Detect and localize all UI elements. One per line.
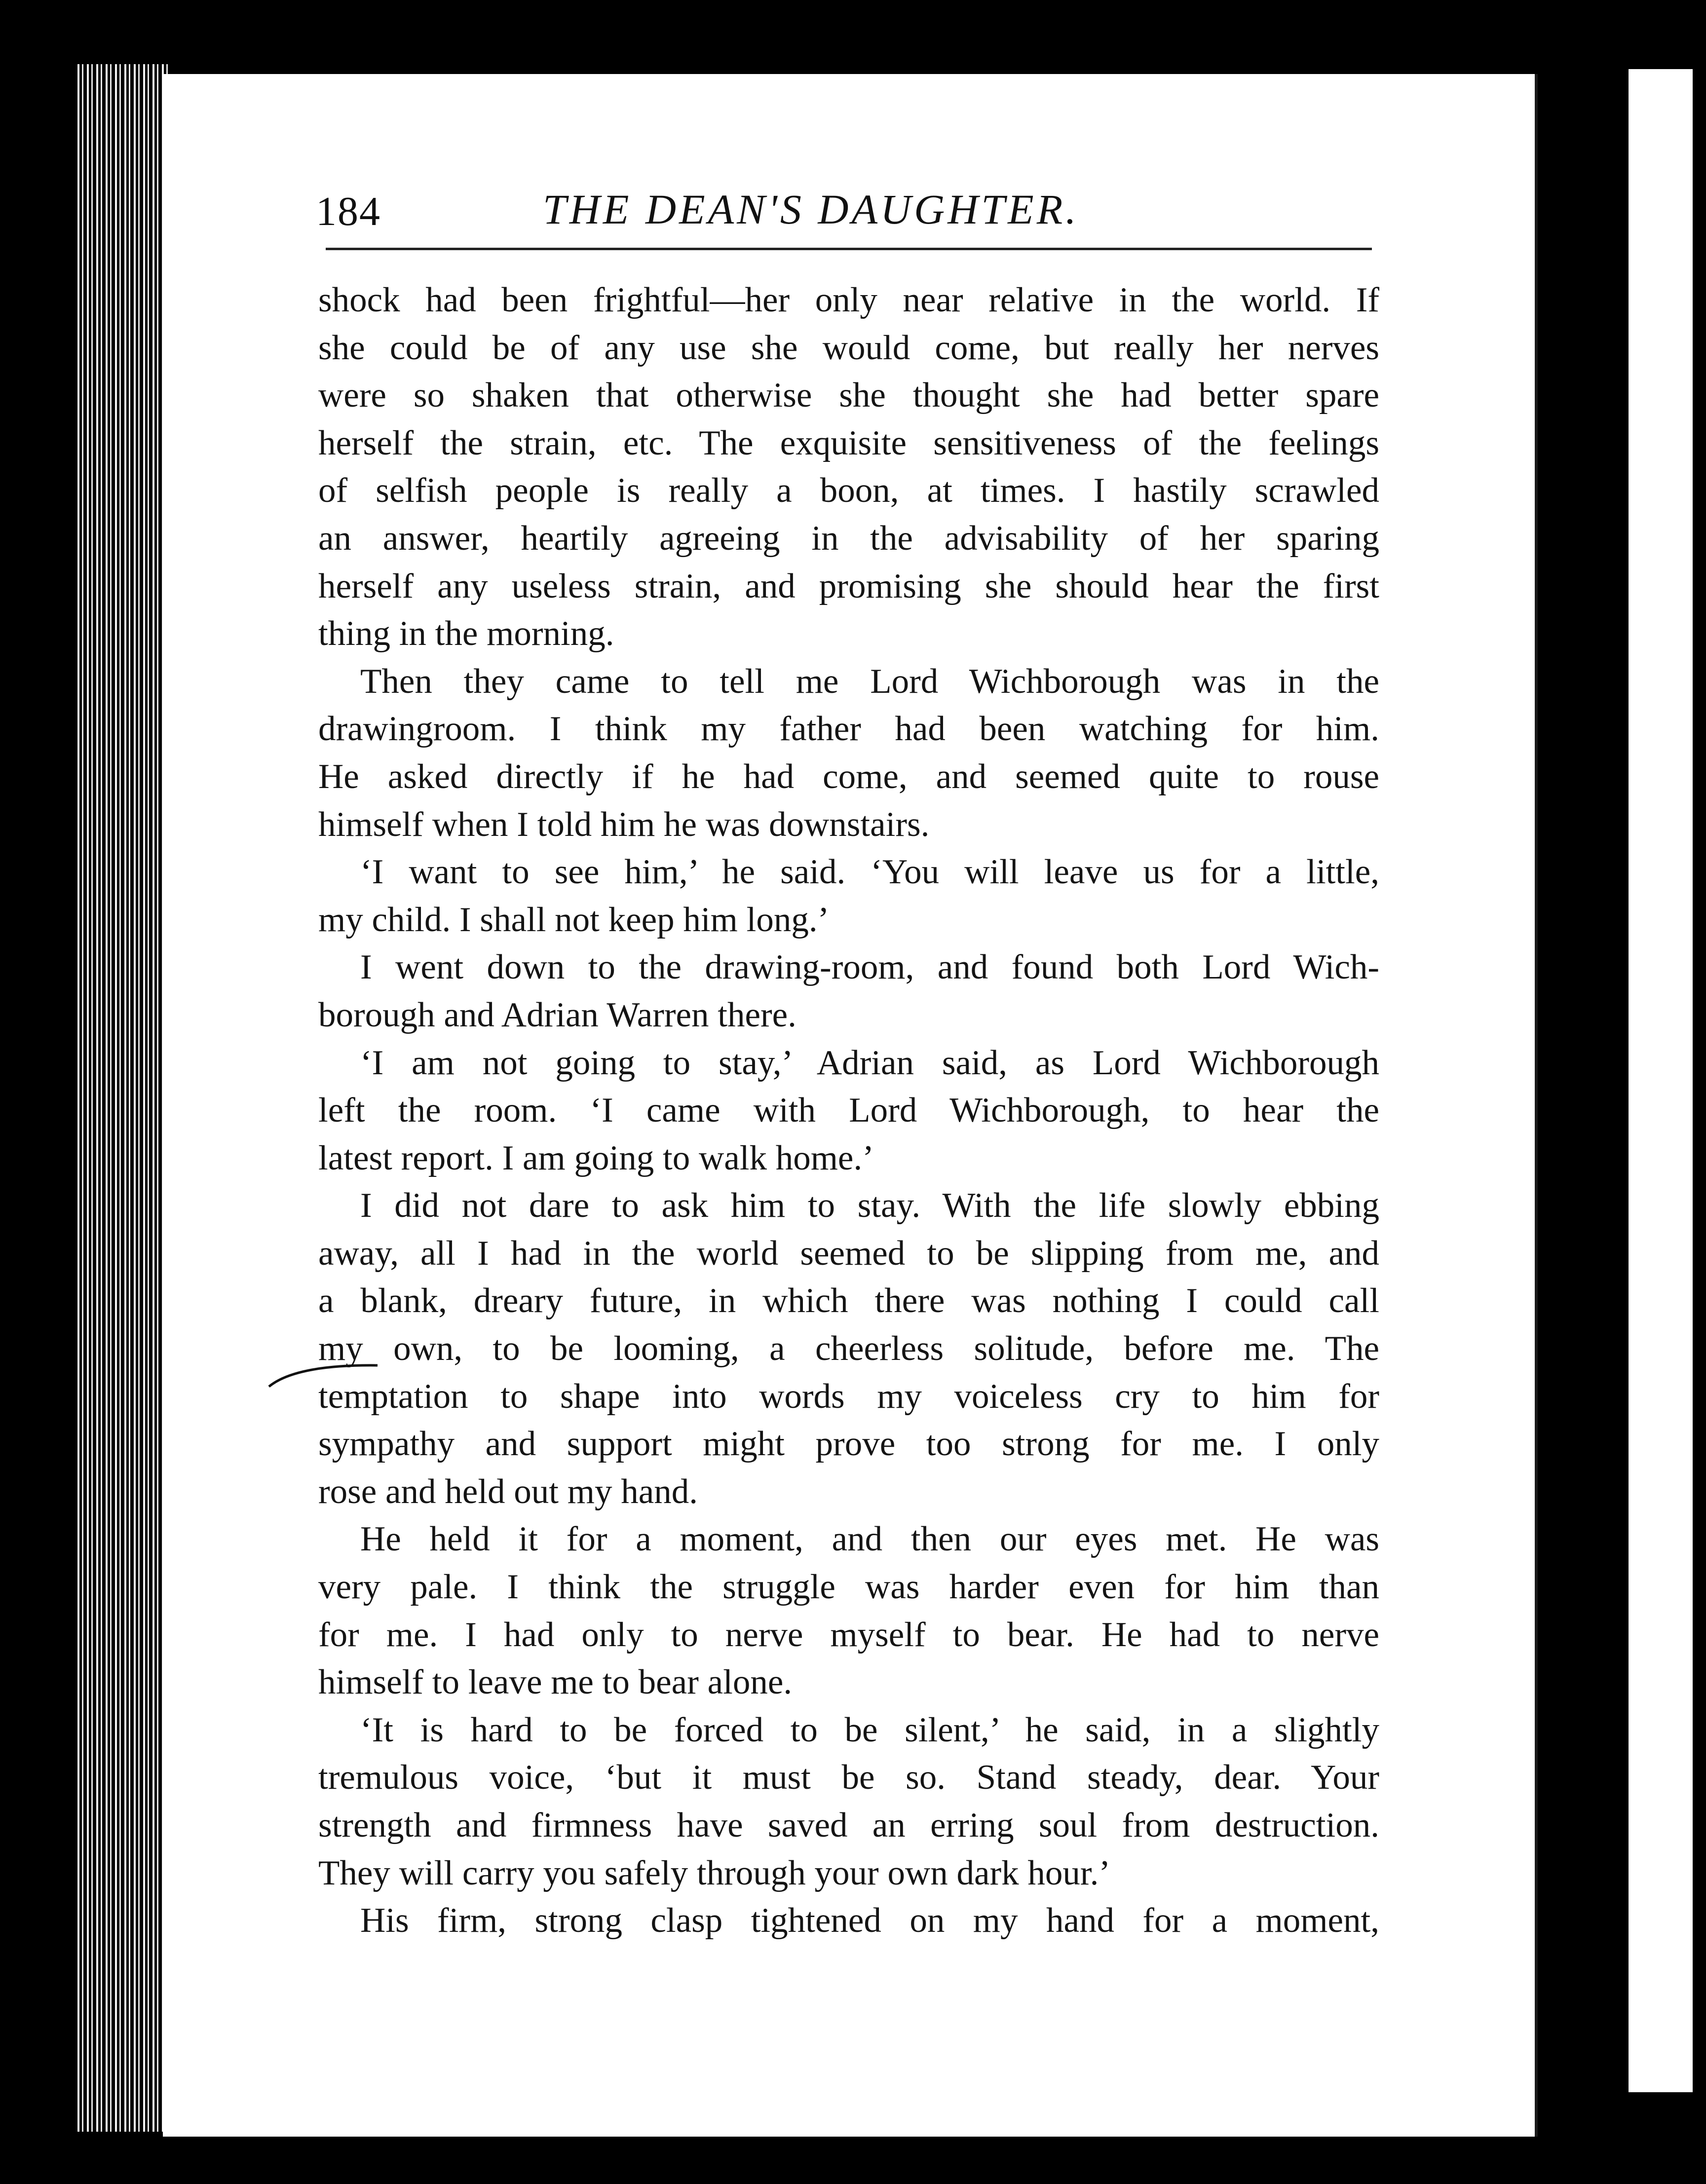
text-line: borough and Adrian Warren there. <box>318 995 796 1034</box>
text-line: His firm, strong clasp tightened on my hand for a moment, <box>360 1901 1379 1940</box>
text-line: were so shaken that otherwise she thought she had better spare <box>318 376 1379 415</box>
text-line: himself when I told him he was downstairs. <box>318 805 930 844</box>
text-line: my child. I shall not keep him long.’ <box>318 900 830 939</box>
text-line: my own, to be looming, a cheerless solitude, before me. The <box>318 1329 1379 1368</box>
text-line: latest report. I am going to walk home.’ <box>318 1138 874 1177</box>
text-line: They will carry you safely through your own dark hour.’ <box>318 1853 1110 1892</box>
text-line: Then they came to tell me Lord Wichborough was in the <box>360 662 1379 701</box>
text-line: rose and held out my hand. <box>318 1472 698 1511</box>
text-line: temptation to shape into words my voiceless cry to him for <box>318 1377 1379 1416</box>
text-line: I went down to the drawing-room, and found both Lord Wich- <box>360 948 1379 987</box>
text-line: an answer, heartily agreeing in the advisability of her sparing <box>318 519 1379 558</box>
page-number: 184 <box>316 188 381 234</box>
page-header <box>316 178 1377 252</box>
text-line: He held it for a moment, and then our eyes met. He was <box>360 1520 1379 1559</box>
header-rule <box>326 248 1372 250</box>
pencil-margin-mark <box>266 1359 380 1389</box>
text-line: away, all I had in the world seemed to be slipping from me, and <box>318 1234 1379 1273</box>
text-line: of selfish people is really a boon, at times. I hastily scrawled <box>318 471 1379 510</box>
body-text <box>318 276 1379 1945</box>
text-line: herself the strain, etc. The exquisite sensitiveness of the feelings <box>318 423 1379 462</box>
text-line: ‘It is hard to be forced to be silent,’ he said, in a slightly <box>360 1710 1379 1749</box>
text-line: ‘I am not going to stay,’ Adrian said, as Lord Wichborough <box>360 1043 1379 1082</box>
text-line: herself any useless strain, and promising she should hear the first <box>318 566 1379 605</box>
text-line: himself to leave me to bear alone. <box>318 1663 793 1702</box>
text-line: shock had been frightful—her only near relative in the world. If <box>318 281 1379 319</box>
text-line: for me. I had only to nerve myself to bear. He had to nerve <box>318 1615 1379 1654</box>
text-line: ‘I want to see him,’ he said. ‘You will leave us for a little, <box>360 853 1379 892</box>
text-line: left the room. ‘I came with Lord Wichborough, to hear the <box>318 1091 1379 1130</box>
text-line: sympathy and support might prove too strong for me. I only <box>318 1425 1379 1464</box>
text-line: thing in the morning. <box>318 614 614 653</box>
text-line: I did not dare to ask him to stay. With the life slowly ebbing <box>360 1186 1379 1225</box>
book-page-edges <box>74 64 168 2132</box>
text-line: she could be of any use she would come, but really her nerves <box>318 328 1379 367</box>
text-line: tremulous voice, ‘but it must be so. Stand steady, dear. Your <box>318 1758 1379 1797</box>
text-line: very pale. I think the struggle was harder even for him than <box>318 1568 1379 1607</box>
text-line: a blank, dreary future, in which there was nothing I could call <box>318 1281 1379 1320</box>
text-line: strength and firmness have saved an erring soul from destruction. <box>318 1806 1379 1845</box>
next-page-edge <box>1629 69 1693 2092</box>
text-line: drawingroom. I think my father had been watching for him. <box>318 710 1379 749</box>
gutter-shadow <box>1540 69 1629 2092</box>
running-title: THE DEAN'S DAUGHTER. <box>543 186 1079 233</box>
text-line: He asked directly if he had come, and seemed quite to rouse <box>318 757 1379 796</box>
